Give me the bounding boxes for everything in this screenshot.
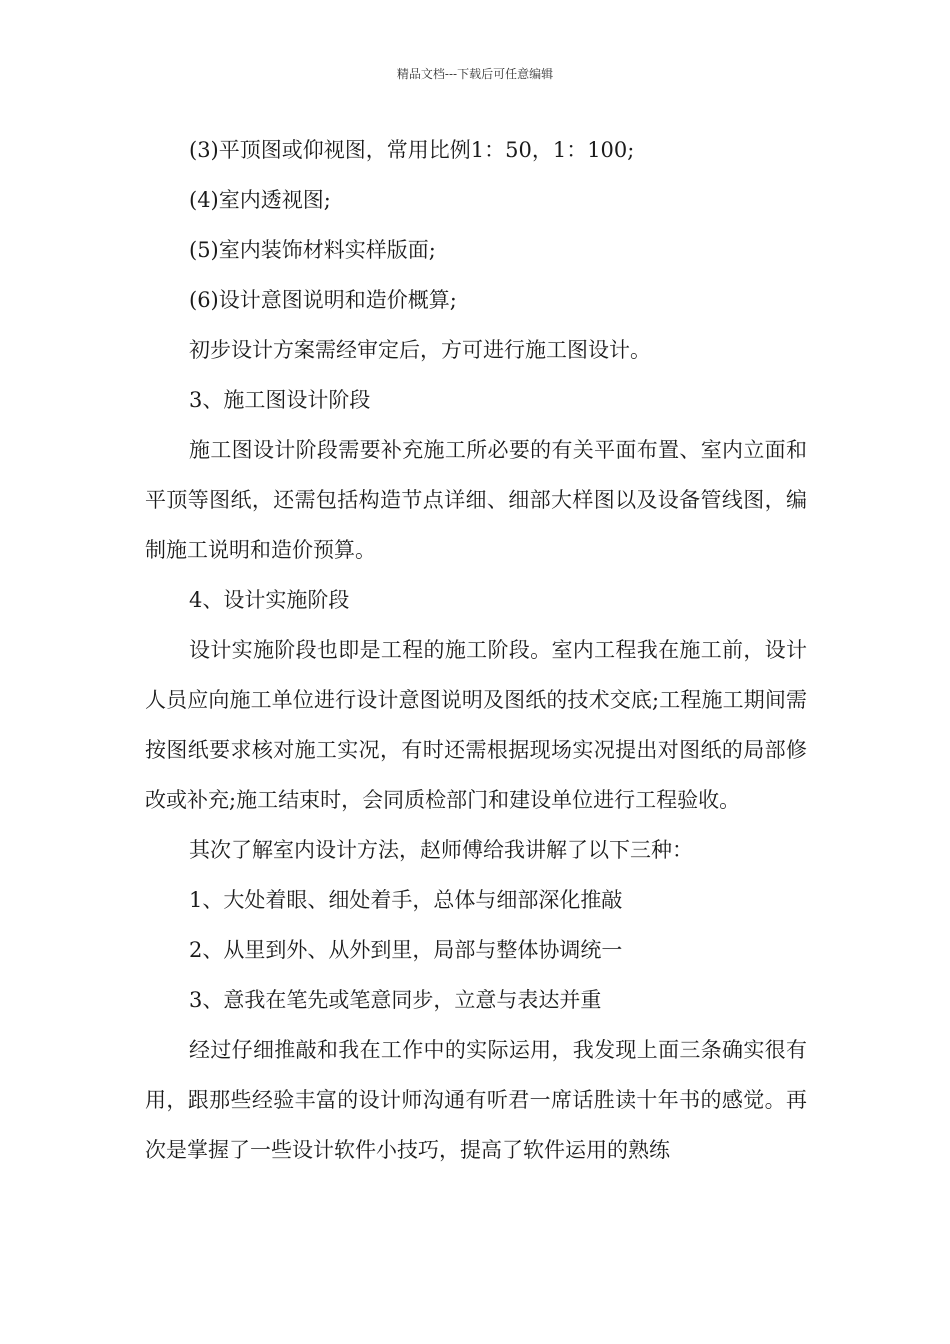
section-heading-implementation: 4、设计实施阶段 <box>189 588 350 612</box>
list-item-method-1: 1、大处着眼、细处着手，总体与细部深化推敲 <box>189 888 623 912</box>
page-header: 精品文档---下载后可任意编辑 <box>396 67 554 81</box>
paragraph-item-4-perspective: (4)室内透视图; <box>189 188 331 212</box>
section-heading-construction-drawing: 3、施工图设计阶段 <box>189 388 371 412</box>
paragraph-implementation: 设计实施阶段也即是工程的施工阶段。室内工程我在施工前，设计人员应向施工单位进行设计意图说明及图纸的技术交底;工程施工期间需按图纸要求核对施工实况，有时还需根据现场实况提出对图纸的局部修改或补充;施工结束时，会同质检部门和建设单位进行工程验收。 <box>145 638 807 812</box>
document-body <box>145 125 807 1175</box>
paragraph-item-3-ceiling-plan: (3)平顶图或仰视图，常用比例1：50，1：100; <box>189 138 635 162</box>
paragraph-design-methods-intro: 其次了解室内设计方法，赵师傅给我讲解了以下三种： <box>189 838 693 862</box>
list-item-method-2: 2、从里到外、从外到里，局部与整体协调统一 <box>189 938 623 962</box>
paragraph-construction-drawing: 施工图设计阶段需要补充施工所必要的有关平面布置、室内立面和平顶等图纸，还需包括构造节点详细、细部大样图以及设备管线图，编制施工说明和造价预算。 <box>145 438 807 562</box>
paragraph-item-6-design-intent: (6)设计意图说明和造价概算; <box>189 288 457 312</box>
paragraph-reflection: 经过仔细推敲和我在工作中的实际运用，我发现上面三条确实很有用，跟那些经验丰富的设计师沟通有听君一席话胜读十年书的感觉。再次是掌握了一些设计软件小技巧，提高了软件运用的熟练 <box>145 1038 807 1162</box>
paragraph-approval-note: 初步设计方案需经审定后，方可进行施工图设计。 <box>189 338 651 362</box>
list-item-method-3: 3、意我在笔先或笔意同步，立意与表达并重 <box>189 988 602 1012</box>
paragraph-item-5-material-samples: (5)室内装饰材料实样版面; <box>189 238 436 262</box>
